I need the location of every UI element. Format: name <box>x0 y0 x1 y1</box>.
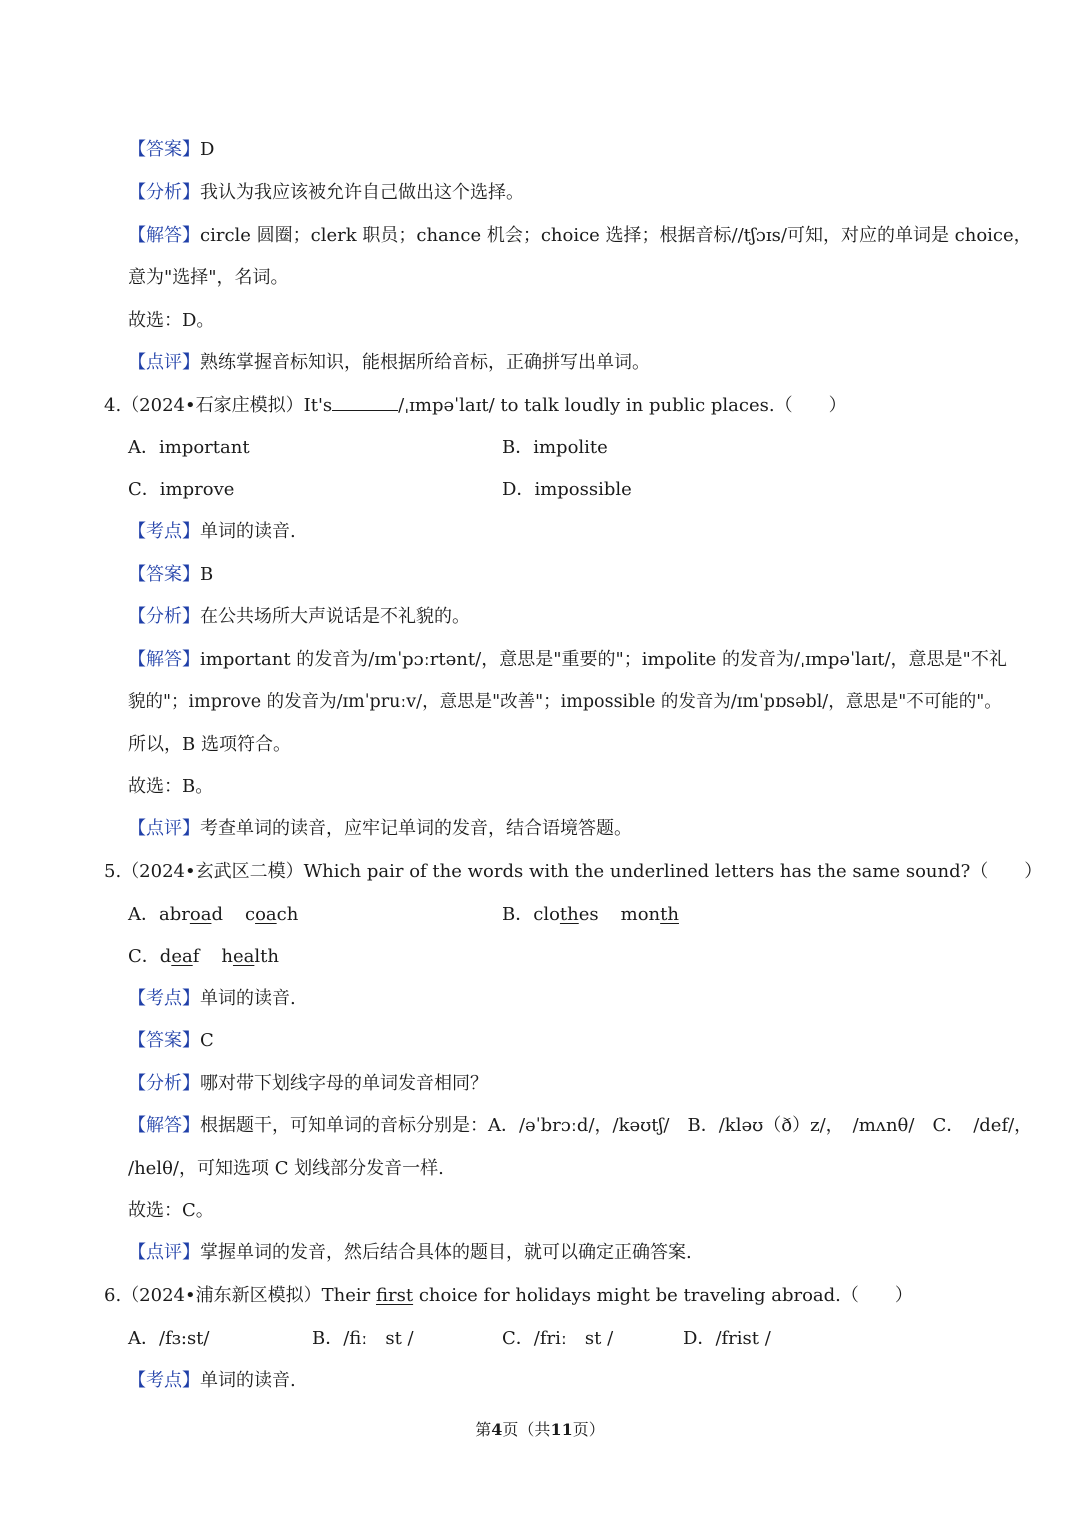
q6-stem <box>104 1284 913 1308</box>
q5-solution-line2: /helθ/，可知选项 C 划线部分发音一样. <box>128 1158 444 1179</box>
option-label: B． <box>502 437 534 458</box>
q5-stem <box>104 860 1042 884</box>
option-text: improve <box>159 479 235 500</box>
q4-answer: B <box>200 564 214 585</box>
option-text: /fɜ:st/ <box>159 1328 210 1349</box>
q5-number: 5. <box>104 861 122 882</box>
q6-option-d <box>683 1327 771 1351</box>
option-text: /friː st / <box>533 1328 614 1349</box>
answer-tag: 【答案】 <box>128 139 200 160</box>
option-label: C． <box>128 479 160 500</box>
option-word: coach <box>244 904 299 925</box>
q6-source: （2024•浦东新区模拟） <box>121 1285 322 1306</box>
q3-solution-line1: circle 圆圈；clerk 职员；chance 机会；choice 选择；根据音标//tʃɔɪs/可知，对应的单词是 choice， <box>200 225 1032 246</box>
q4-stem-a: It's <box>303 395 333 416</box>
q4-point-row <box>128 520 296 544</box>
page-total: 11 <box>550 1420 573 1439</box>
q5-answer-row <box>128 1029 214 1053</box>
option-label: A． <box>128 1328 159 1349</box>
option-label: C． <box>128 946 160 967</box>
q4-option-a <box>128 436 250 460</box>
option-label: D． <box>683 1328 716 1349</box>
answer-tag: 【答案】 <box>128 564 200 585</box>
q6-point-row <box>128 1369 296 1393</box>
option-text: impossible <box>534 479 632 500</box>
q3-comment: 熟练掌握音标知识，能根据所给音标，正确拼写出单词。 <box>200 352 650 373</box>
q3-analysis-row <box>128 181 524 205</box>
q3-answer: D <box>200 139 215 160</box>
q4-solution-row <box>128 648 1007 672</box>
q4-choose: 故选：B。 <box>128 776 214 797</box>
q4-stem <box>104 393 847 418</box>
q3-solution-line2: 意为"选择"，名词。 <box>128 267 289 288</box>
q5-option-b <box>502 903 679 927</box>
q4-point: 单词的读音. <box>200 521 296 542</box>
q4-solution-line1: important 的发音为/ɪmˈpɔːrtənt/，意思是"重要的"；impolite 的发音为/ˌɪmpəˈlaɪt/，意思是"不礼 <box>200 649 1007 670</box>
q6-stem-a: Their <box>321 1285 371 1306</box>
option-word: deaf <box>159 946 200 967</box>
q4-option-d <box>502 478 632 502</box>
q5-analysis-row <box>128 1072 488 1096</box>
q5-solution-line1: 根据题干，可知单词的音标分别是：A．/əˈbrɔːd/，/kəʊtʃ/ B．/kləʊ（ð）z/， /mʌnθ/ C． /def/， <box>200 1115 1033 1136</box>
q5-analysis: 哪对带下划线字母的单词发音相同？ <box>200 1073 488 1094</box>
q5-point: 单词的读音. <box>200 988 296 1009</box>
point-tag: 【考点】 <box>128 1370 200 1391</box>
page-footer <box>0 1417 1080 1440</box>
q3-comment-row <box>128 351 650 375</box>
q6-option-a <box>128 1327 209 1351</box>
option-word: abroad <box>159 904 223 925</box>
q4-solution-line2: 貌的"；improve 的发音为/ɪmˈpruːv/，意思是"改善"；impossible 的发音为/ɪmˈpɒsəbl/，意思是"不可能的"。 <box>128 692 1002 712</box>
option-text: /fiː st / <box>343 1328 414 1349</box>
option-label: A． <box>128 904 159 925</box>
q5-solution-row <box>128 1114 1032 1138</box>
point-tag: 【考点】 <box>128 521 200 542</box>
q5-option-c <box>128 945 279 969</box>
option-word: month <box>620 904 679 925</box>
option-word: health <box>221 946 279 967</box>
q4-comment: 考查单词的读音，应牢记单词的发音，结合语境答题。 <box>200 818 632 839</box>
q3-solution-row <box>128 224 1032 248</box>
q4-analysis-row <box>128 605 470 629</box>
q3-analysis: 我认为我应该被允许自己做出这个选择。 <box>200 182 524 203</box>
point-tag: 【考点】 <box>128 988 200 1009</box>
q4-option-b <box>502 436 608 460</box>
q5-answer: C <box>200 1030 214 1051</box>
q6-point: 单词的读音. <box>200 1370 296 1391</box>
q5-option-a <box>128 903 298 927</box>
solution-tag: 【解答】 <box>128 649 200 670</box>
q5-choose: 故选：C。 <box>128 1200 214 1221</box>
option-text: important <box>159 437 250 458</box>
q5-comment: 掌握单词的发音，然后结合具体的题目，就可以确定正确答案. <box>200 1242 692 1263</box>
q4-stem-b: /ˌɪmpəˈlaɪt/ to talk loudly in public places.（ ） <box>398 395 847 416</box>
solution-tag: 【解答】 <box>128 1115 200 1136</box>
analysis-tag: 【分析】 <box>128 182 200 203</box>
q5-stem-text: Which pair of the words with the underlined letters has the same sound?（ ） <box>303 861 1043 882</box>
q5-comment-row <box>128 1241 692 1265</box>
footer-mid: 页（共 <box>502 1420 551 1439</box>
option-label: D． <box>502 479 535 500</box>
q5-source: （2024•玄武区二模） <box>121 861 304 882</box>
q6-stem-b: choice for holidays might be traveling abroad.（ ） <box>418 1285 913 1306</box>
analysis-tag: 【分析】 <box>128 606 200 627</box>
q4-source: （2024•石家庄模拟） <box>121 395 304 416</box>
q4-solution-line3: 所以，B 选项符合。 <box>128 734 291 755</box>
q3-choose: 故选：D。 <box>128 310 215 331</box>
q3-answer-row <box>128 138 214 162</box>
q4-answer-row <box>128 563 213 587</box>
comment-tag: 【点评】 <box>128 352 200 373</box>
option-text: impolite <box>533 437 608 458</box>
q6-option-c <box>502 1327 613 1351</box>
option-label: A． <box>128 437 159 458</box>
footer-post: 页） <box>572 1420 605 1439</box>
q4-option-c <box>128 478 234 502</box>
q4-analysis: 在公共场所大声说话是不礼貌的。 <box>200 606 470 627</box>
option-word: clothes <box>533 904 599 925</box>
comment-tag: 【点评】 <box>128 818 200 839</box>
footer-pre: 第 <box>475 1420 492 1439</box>
q4-number: 4. <box>104 395 122 416</box>
solution-tag: 【解答】 <box>128 225 200 246</box>
analysis-tag: 【分析】 <box>128 1073 200 1094</box>
q5-point-row <box>128 987 296 1011</box>
option-label: B． <box>312 1328 344 1349</box>
q4-blank <box>332 393 398 411</box>
q6-number: 6. <box>104 1285 122 1306</box>
answer-tag: 【答案】 <box>128 1030 200 1051</box>
page-number: 4 <box>491 1420 503 1439</box>
q4-comment-row <box>128 817 632 841</box>
comment-tag: 【点评】 <box>128 1242 200 1263</box>
option-text: /frist / <box>715 1328 771 1349</box>
q6-option-b <box>312 1327 414 1351</box>
option-label: B． <box>502 904 534 925</box>
q6-underlined-word: first <box>375 1285 414 1306</box>
option-label: C． <box>502 1328 534 1349</box>
